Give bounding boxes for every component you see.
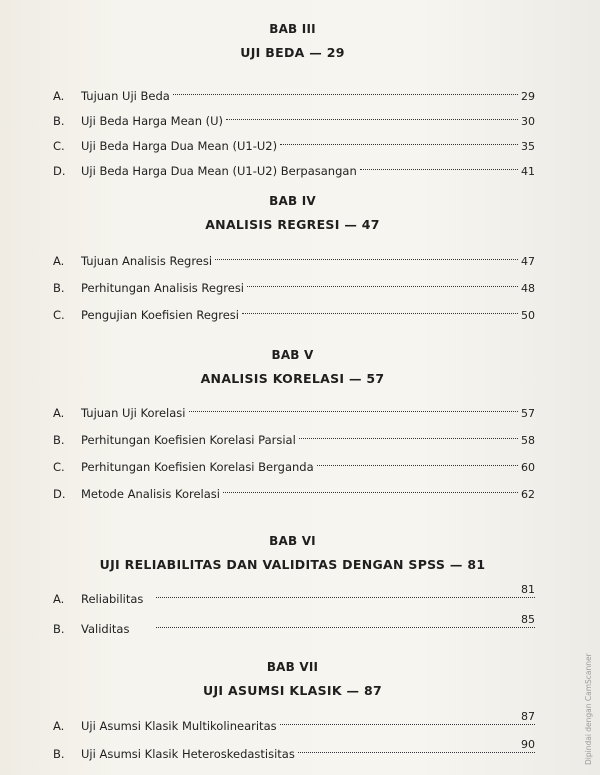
entry-letter: D. (53, 164, 66, 178)
entry-page-number: 29 (521, 90, 535, 103)
dot-leader (247, 286, 518, 287)
entry-text: Uji Beda Harga Mean (U) (81, 114, 224, 128)
toc-entry[interactable] (50, 84, 535, 109)
dot-leader (298, 752, 535, 753)
entry-text: Uji Beda Harga Dua Mean (U1-U2) (81, 139, 278, 153)
entry-text: Uji Asumsi Klasik Multikolinearitas (81, 719, 277, 733)
entry-letter: B. (53, 622, 65, 636)
dot-leader (317, 465, 518, 466)
entry-text: Reliabilitas (81, 592, 144, 606)
toc-entry[interactable] (50, 275, 535, 302)
chapter-title: UJI RELIABILITAS DAN VALIDITAS DENGAN SPSS — 81 (99, 557, 486, 572)
toc-entry[interactable] (50, 134, 535, 159)
entry-text: Tujuan Uji Korelasi (81, 406, 186, 420)
toc-entry[interactable] (50, 427, 535, 454)
toc-entry[interactable] (50, 712, 535, 740)
entry-page-number: 90 (521, 738, 535, 751)
entry-page-number: 41 (521, 165, 535, 178)
entry-page-number: 81 (521, 583, 535, 596)
chapter-bab-iii (50, 22, 535, 184)
toc-entry[interactable] (50, 584, 535, 614)
dot-leader (189, 411, 519, 412)
dot-leader (173, 94, 518, 95)
entry-text: Uji Asumsi Klasik Heteroskedastisitas (81, 747, 295, 761)
toc-entry[interactable] (50, 248, 535, 275)
entry-text: Perhitungan Koefisien Korelasi Berganda (81, 460, 314, 474)
entry-letter: A. (53, 89, 65, 103)
toc-entry[interactable] (50, 302, 535, 329)
entry-letter: A. (53, 406, 65, 420)
entry-letter: B. (53, 281, 65, 295)
dot-leader (280, 144, 518, 145)
chapter-number: BAB V (271, 348, 314, 362)
entry-letter: B. (53, 433, 65, 447)
dot-leader (156, 627, 535, 628)
entry-text: Metode Analisis Korelasi (81, 487, 220, 501)
entry-page-number: 35 (521, 140, 535, 153)
chapter-title: UJI ASUMSI KLASIK — 87 (203, 683, 382, 698)
entry-letter: D. (53, 487, 66, 501)
entry-page-number: 87 (521, 710, 535, 723)
entry-text: Validitas (81, 622, 130, 636)
dot-leader (156, 597, 535, 598)
chapter-title: ANALISIS REGRESI — 47 (205, 217, 380, 232)
scanner-watermark (584, 655, 598, 765)
chapter-bab-vii (50, 660, 535, 768)
chapter-number: BAB VI (269, 534, 316, 548)
entry-page-number: 58 (521, 434, 535, 447)
toc-entry[interactable] (50, 454, 535, 481)
entry-letter: A. (53, 592, 65, 606)
entry-text: Tujuan Analisis Regresi (81, 254, 213, 268)
entry-letter: B. (53, 114, 65, 128)
entry-letter: A. (53, 254, 65, 268)
dot-leader (242, 313, 518, 314)
entry-page-number: 47 (521, 255, 535, 268)
entry-page-number: 62 (521, 488, 535, 501)
dot-leader (280, 724, 535, 725)
toc-entry[interactable] (50, 481, 535, 508)
chapter-number: BAB IV (269, 194, 316, 208)
entry-letter: B. (53, 747, 65, 761)
entry-page-number: 57 (521, 407, 535, 420)
entry-text: Tujuan Uji Beda (81, 89, 170, 103)
chapter-number: BAB VII (266, 660, 319, 674)
toc-entry[interactable] (50, 740, 535, 768)
entry-text: Uji Beda Harga Dua Mean (U1-U2) Berpasangan (81, 164, 357, 178)
entry-page-number: 30 (521, 115, 535, 128)
entry-page-number: 50 (521, 309, 535, 322)
entry-page-number: 85 (521, 613, 535, 626)
entry-text: Pengujian Koefisien Regresi (81, 308, 239, 322)
entry-page-number: 60 (521, 461, 535, 474)
chapter-bab-vi (50, 534, 535, 644)
chapter-bab-v (50, 348, 535, 508)
watermark-text: Dipindai dengan CamScanner (584, 653, 593, 765)
entry-letter: C. (53, 308, 65, 322)
dot-leader (223, 492, 518, 493)
toc-entry[interactable] (50, 159, 535, 184)
chapter-title: UJI BEDA — 29 (240, 45, 345, 60)
entry-page-number: 48 (521, 282, 535, 295)
entry-letter: A. (53, 719, 65, 733)
entry-letter: C. (53, 139, 65, 153)
dot-leader (299, 438, 518, 439)
chapter-title: ANALISIS KORELASI — 57 (200, 371, 385, 386)
entry-letter: C. (53, 460, 65, 474)
dot-leader (215, 259, 518, 260)
dot-leader (226, 119, 518, 120)
toc-entry[interactable] (50, 400, 535, 427)
toc-entry[interactable] (50, 109, 535, 134)
dot-leader (360, 169, 518, 170)
chapter-bab-iv (50, 194, 535, 329)
toc-entry[interactable] (50, 614, 535, 644)
chapter-number: BAB III (269, 22, 316, 36)
entry-text: Perhitungan Koefisien Korelasi Parsial (81, 433, 296, 447)
entry-text: Perhitungan Analisis Regresi (81, 281, 244, 295)
